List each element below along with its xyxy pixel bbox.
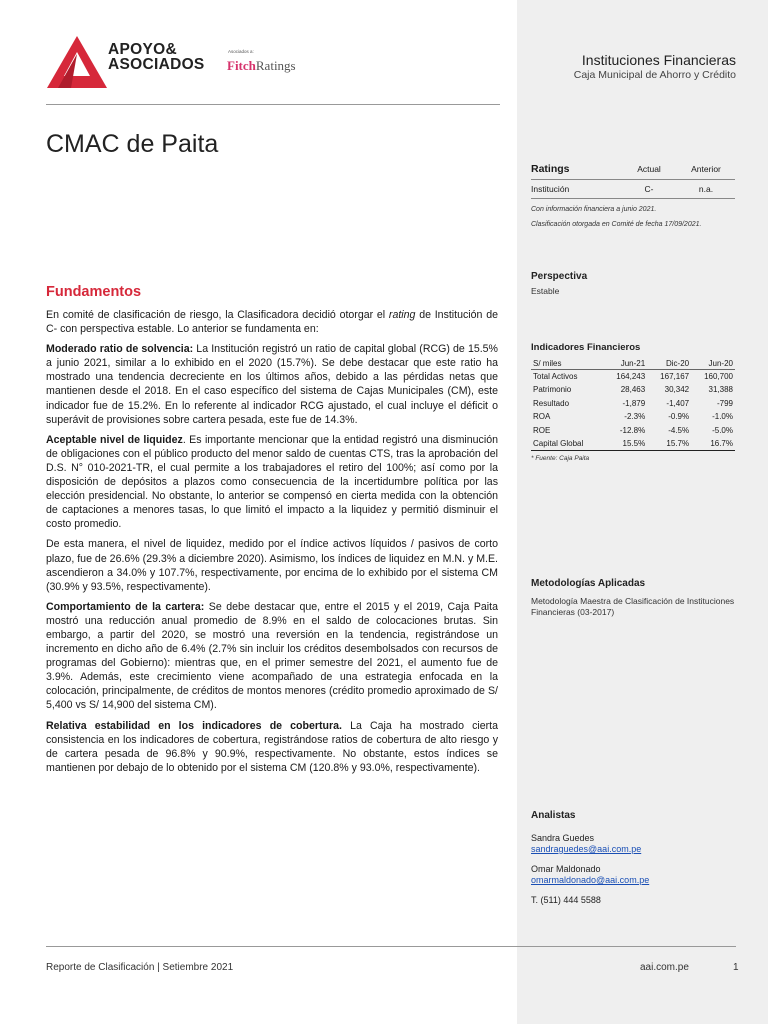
page-title: CMAC de Paita <box>46 130 219 158</box>
perspectiva-heading: Perspectiva <box>531 271 588 282</box>
paragraph-solvencia-title: Moderado ratio de solvencia: <box>46 343 194 356</box>
indicadores-source: * Fuente: Caja Paita <box>531 455 590 462</box>
table-row <box>531 424 735 438</box>
paragraph-solvencia-text: La Institución registró un ratio de capital global (RCG) de 15.5% a junio 2021, similar a lo exhibido en el 2020 (15.7%). Se debe destacar que este ratio ha mostrado una tendencia decreciente en los últimos años, debido a las pérdidas netas que mantienen desde el 2018. En el caso específico del sistema de Cajas Municipales (CM), este indicador fue de 15.2%. En lo referente al indicador RCG ajustado, el cual incluye el déficit o superávit de provisiones sobre cartera pesada, este fue de 14.3%. <box>46 343 498 426</box>
table-cell: -12.8% <box>619 425 646 435</box>
ratings-header-row <box>531 163 735 180</box>
main-body <box>46 308 498 781</box>
table-cell: -1,407 <box>666 398 690 408</box>
analyst-name: Omar Maldonado <box>531 864 601 874</box>
apoyo-asociados-logo <box>46 34 316 90</box>
table-cell: 28,463 <box>620 385 646 395</box>
table-row <box>531 370 735 384</box>
ratings-row-actual: C- <box>644 184 654 194</box>
paragraph-cobertura-text: La Caja ha mostrado cierta consistencia en los indicadores de cobertura, registrándose ratios de cobertura de alto riesgo y de cartera pesada de 96.8% y 90.9%, respectivamente. No obstante, estos índices se mantienen por debajo de lo obtenido por el sistema CM (120.8% y 93.0%, respectivamente). <box>46 719 498 774</box>
table-cell: 16.7% <box>691 437 735 451</box>
table-cell: 31,388 <box>708 385 733 395</box>
table-cell: 160,700 <box>704 372 733 381</box>
page-number: 1 <box>733 962 739 973</box>
paragraph-cobertura-title: Relativa estabilidad en los indicadores de cobertura. <box>46 719 342 732</box>
ratings-note-committee: Clasificación otorgada en Comité de fecha 17/09/2021. <box>531 221 702 228</box>
header-divider <box>46 104 500 105</box>
indicadores-col-header: Jun-20 <box>691 358 735 370</box>
table-row <box>531 383 735 397</box>
paragraph-cobertura <box>46 719 498 775</box>
table-cell: Capital Global <box>531 437 603 451</box>
table-cell: Total Activos <box>533 372 578 381</box>
indicadores-header-row <box>531 358 735 370</box>
indicadores-col-header: Dic-20 <box>647 358 691 370</box>
table-cell: Resultado <box>533 398 570 408</box>
indicadores-col-header: S/ miles <box>531 358 603 370</box>
perspectiva-value: Estable <box>531 286 560 296</box>
table-cell: 30,342 <box>664 385 690 395</box>
ratings-row-institucion <box>531 180 735 199</box>
indicadores-table <box>531 358 735 451</box>
perspectiva-panel <box>531 271 735 296</box>
analyst-name: Sandra Guedes <box>531 833 595 843</box>
ratings-col-anterior: Anterior <box>691 164 721 174</box>
table-cell: 15.7% <box>647 437 691 451</box>
analyst-email-link[interactable]: sandraguedes@aai.com.pe <box>531 844 642 854</box>
ratings-word: Ratings <box>255 58 296 73</box>
ratings-row-label: Institución <box>531 184 570 194</box>
intro-text-a: En comité de clasificación de riesgo, la Clasificadora decidió otorgar el <box>46 309 389 321</box>
ratings-row-anterior: n.a. <box>698 184 714 194</box>
table-cell: -1.0% <box>712 412 733 422</box>
phone-number: T. (511) 444 5588 <box>531 895 601 905</box>
table-cell: -5.0% <box>712 425 733 435</box>
table-row <box>531 410 735 424</box>
paragraph-liquidez <box>46 433 498 532</box>
intro-rating-word: rating <box>388 309 416 321</box>
intro-paragraph <box>46 308 498 336</box>
paragraph-cartera-title: Comportamiento de la cartera: <box>46 600 205 613</box>
analistas-heading: Analistas <box>531 810 576 821</box>
header-subsector: Caja Municipal de Ahorro y Crédito <box>573 69 736 81</box>
paragraph-solvencia <box>46 342 498 427</box>
table-cell: 167,167 <box>660 372 690 381</box>
indicadores-heading: Indicadores Financieros <box>531 342 641 353</box>
metodologias-heading: Metodologías Aplicadas <box>531 578 646 589</box>
footer-divider <box>46 946 736 947</box>
ratings-heading: Ratings <box>531 163 570 175</box>
table-cell: ROA <box>533 412 551 422</box>
ratings-note-info: Con información financiera a junio 2021. <box>531 206 657 213</box>
indicadores-col-header: Jun-21 <box>603 358 647 370</box>
paragraph-liquidez-2: De esta manera, el nivel de liquidez, medido por el índice activos líquidos / pasivos de corto plazo, fue de 26.6% (29.3% a diciembre 2020). Asimismo, los índices de liquidez en M.N. y M.E. ascendieron a 34.0% y 107.7%, respectivamente, por encima de lo exhibido por el sistema CM (30.9% y 93.5%, respectivamente). <box>46 538 498 593</box>
table-cell: -4.5% <box>668 425 690 435</box>
intro-text-b: de Institución de C- con perspectiva estable. Lo anterior se fundamenta en: <box>46 309 498 336</box>
ratings-col-actual: Actual <box>637 164 661 174</box>
logo-triangle-icon <box>46 34 108 90</box>
fitch-word: Fitch <box>227 58 256 73</box>
ratings-panel <box>531 163 735 228</box>
paragraph-liquidez-title: Aceptable nivel de liquidez <box>46 433 183 446</box>
logo-associated-label: Asociados a: <box>228 49 254 54</box>
table-cell: -2.3% <box>624 412 646 422</box>
indicadores-panel <box>531 342 735 462</box>
footer-site-link[interactable]: aai.com.pe <box>640 962 689 973</box>
paragraph-cartera <box>46 600 498 713</box>
metodologias-panel <box>531 578 735 617</box>
paragraph-liquidez-text: . Es importante mencionar que la entidad registró una disminución de obligaciones con el público producto del menor saldo de cuentas CTS, tras la aprobación del D.S. N° 010-2021-TR, el cual permite a los trabajadores el retiro del 100%; así como por la disposición de depósitos a plazos como consecuencia de la incertidumbre política por las elección presidencial. No obstante, lo anterior se compensó en cierta medida con la obtención de captaciones a menores tasas, lo que limitó el impacto a la liquidez y permitió disminuir el costo promedio. <box>46 433 498 531</box>
table-cell: Patrimonio <box>533 385 572 395</box>
header-sector: Instituciones Financieras <box>581 52 736 68</box>
table-cell: ROE <box>533 425 551 435</box>
logo-wordmark <box>108 42 205 72</box>
table-cell: -1,879 <box>622 398 646 408</box>
analyst-email-link[interactable]: omarmaldonado@aai.com.pe <box>531 875 650 885</box>
logo-line2: ASOCIADOS <box>108 56 205 73</box>
table-row <box>531 397 735 411</box>
logo-line1: APOYO& <box>108 41 177 58</box>
paragraph-cartera-text: Se debe destacar que, entre el 2015 y el 2019, Caja Paita mostró una reducción anual promedio de 8.9% en el saldo de colocaciones brutas. Sin embargo, a partir del 2020, se mostró una reversión en la tendencia, registrándose un incremento en dicho año de 6.4% (2.7% sin incluir los créditos desembolsados con recursos de programas del Gobierno): mientras que, en el primer semestre del 2021, el aumento fue de 3.9%. Además, este crecimiento viene acompañado de una estrategia enfocada en la colocación, principalmente, de créditos de montos menores (crédito promedio aproximado de S/ 5,400 vs S/ 14,900 del sistema CM). <box>46 600 498 712</box>
analistas-panel <box>531 810 735 905</box>
footer-report-label: Reporte de Clasificación | Setiembre 2021 <box>46 962 234 973</box>
table-cell: 164,243 <box>616 372 646 381</box>
table-row <box>531 437 735 451</box>
fitch-ratings-logo <box>227 58 296 74</box>
table-cell: 15.5% <box>603 437 647 451</box>
table-cell: -799 <box>716 398 733 408</box>
table-cell: -0.9% <box>668 412 690 422</box>
metodologias-text: Metodología Maestra de Clasificación de Instituciones Financieras (03-2017) <box>531 596 735 617</box>
section-title-fundamentos: Fundamentos <box>46 284 142 300</box>
